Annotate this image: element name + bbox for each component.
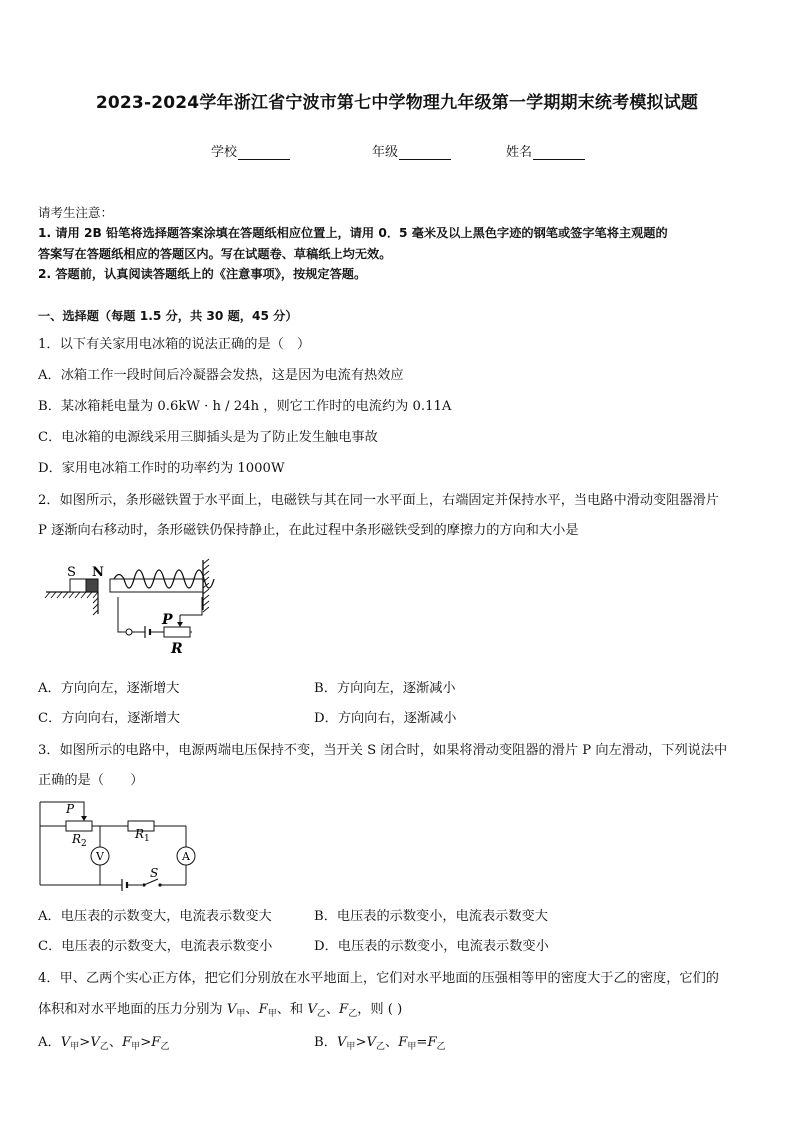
label-r1: $R_1$ — [135, 827, 150, 844]
q1-option-c: C．电冰箱的电源线采用三脚插头是为了防止发生触电事故 — [38, 430, 378, 445]
school-field — [211, 141, 290, 160]
q2-option-c: C．方向向右，逐渐增大 — [38, 711, 180, 726]
label-r: R — [171, 641, 183, 656]
q4-stem-line-1: 4．甲、乙两个实心正方体，把它们分别放在水平地面上，它们对水平地面的压强相等甲的密度大于乙的密度，它们的 — [38, 971, 719, 986]
q2-figure-electromagnet — [40, 556, 220, 656]
q3-stem-line-2: 正确的是（ ） — [38, 773, 144, 788]
q1-stem: 1．以下有关家用电冰箱的说法正确的是（ ） — [38, 337, 311, 352]
q3-option-b: B．电压表的示数变小，电流表示数变大 — [314, 909, 548, 924]
q4-option-a: A．$V_甲>V_乙$、$F_甲>F_乙$ — [38, 1035, 170, 1052]
name-label: 姓名 — [506, 145, 533, 160]
q1-option-a: A．冰箱工作一段时间后冷凝器会发热，这是因为电流有热效应 — [38, 368, 404, 383]
notice-item-2: 2. 答题前，认真阅读答题纸上的《注意事项》，按规定答题。 — [38, 267, 367, 281]
q4-option-b: B．$V_甲>V_乙$、$F_甲=F_乙$ — [314, 1035, 446, 1052]
rheostat-r2 — [66, 821, 92, 831]
q4-stem-line-2: 体积和对水平地面的压力分别为 $V_甲$、$F_甲$、和 $V_乙$、$F_乙$，则 ( ) — [38, 1002, 403, 1019]
bar-magnet — [70, 579, 86, 592]
school-label: 学校 — [211, 145, 238, 160]
q2-option-b: B．方向向左，逐渐减小 — [314, 681, 456, 696]
grade-field — [372, 141, 451, 160]
label-s: S — [67, 565, 76, 580]
rheostat-r — [164, 627, 190, 637]
school-blank[interactable] — [238, 145, 290, 160]
exam-title: 2023-2024学年浙江省宁波市第七中学物理九年级第一学期期末统考模拟试题 — [95, 93, 699, 113]
section-heading: 一、选择题（每题 1.5 分，共 30 题，45 分） — [38, 309, 298, 323]
notice-heading: 请考生注意： — [38, 205, 114, 220]
q1-option-b: B．某冰箱耗电量为 0.6kW · h / 24h ，则它工作时的电流约为 0.11A — [38, 399, 452, 414]
grade-label: 年级 — [372, 145, 399, 160]
notice-item-1-line-1: 1. 请用 2B 铅笔将选择题答案涂填在答题纸相应位置上，请用 0．5 毫米及以上黑色字迹的钢笔或签字笔将主观题的 — [38, 226, 668, 240]
q3-figure-circuit — [36, 796, 206, 892]
q2-option-a: A．方向向左，逐渐增大 — [38, 681, 180, 696]
q2-stem-line-1: 2．如图所示，条形磁铁置于水平面上，电磁铁与其在同一水平面上，右端固定并保持水平，当电路中滑动变阻器滑片 — [38, 493, 719, 508]
q3-stem-line-1: 3．如图所示的电路中，电源两端电压保持不变，当开关 S 闭合时，如果将滑动变阻器的滑片 P 向左滑动，下列说法中 — [38, 743, 728, 758]
label-n: N — [92, 565, 104, 580]
label-r2: $R_2$ — [72, 832, 87, 849]
label-v: V — [96, 850, 104, 863]
q1-option-d: D．家用电冰箱工作时的功率约为 1000W — [38, 461, 285, 476]
grade-blank[interactable] — [399, 145, 451, 160]
name-field — [506, 141, 585, 160]
q2-stem-line-2: P 逐渐向右移动时，条形磁铁仍保持静止，在此过程中条形磁铁受到的摩擦力的方向和大小是 — [38, 523, 579, 538]
name-blank[interactable] — [533, 145, 585, 160]
label-p: P — [162, 612, 173, 628]
bar-magnet-n-pole — [86, 579, 98, 592]
label-s: S — [150, 866, 159, 880]
label-p: P — [66, 802, 75, 816]
q3-option-c: C．电压表的示数变大，电流表示数变小 — [38, 939, 273, 954]
notice-item-1-line-2: 答案写在答题纸相应的答题区内。写在试题卷、草稿纸上均无效。 — [38, 247, 392, 261]
q3-option-a: A．电压表的示数变大，电流表示数变大 — [38, 909, 272, 924]
q2-option-d: D．方向向右，逐渐减小 — [314, 711, 457, 726]
label-a: A — [182, 850, 190, 863]
q3-option-d: D．电压表的示数变小，电流表示数变小 — [314, 939, 549, 954]
